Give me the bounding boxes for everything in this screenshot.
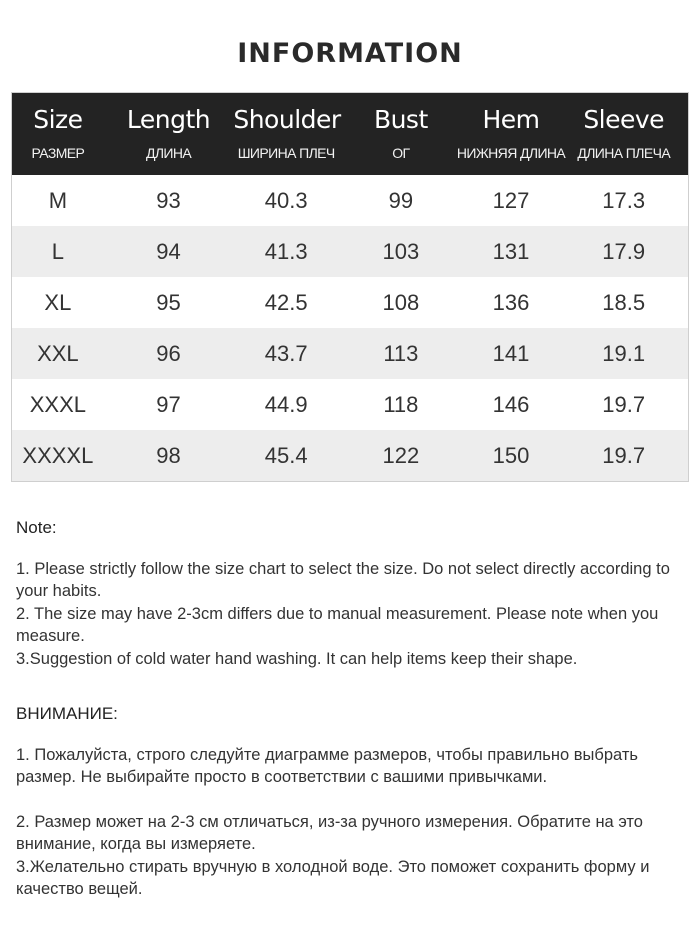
size-chart-table <box>11 92 689 482</box>
cell-size: L <box>51 238 64 264</box>
cell-hem: 150 <box>492 442 530 468</box>
table-row <box>12 379 688 430</box>
note-item: 3.Suggestion of cold water hand washing. It can help items keep their shape. <box>16 650 578 668</box>
cell-shoulder: 41.3 <box>264 238 308 264</box>
header-sublabel: ОГ <box>392 145 410 161</box>
table-row <box>12 328 688 379</box>
header-label: Sleeve <box>583 105 665 134</box>
cell-length: 98 <box>156 442 181 468</box>
cell-bust: 108 <box>382 289 420 315</box>
cell-length: 94 <box>156 238 181 264</box>
notice-item: 2. Размер может на 2-3 см отличаться, из-за ручного измерения. Обратите на это внимание, когда вы измеряете. <box>16 813 643 853</box>
cell-shoulder: 44.9 <box>264 391 308 417</box>
header-sublabel: РАЗМЕР <box>31 145 85 161</box>
cell-bust: 99 <box>388 187 414 213</box>
header-length <box>104 93 234 175</box>
notice-item: 3.Желательно стирать вручную в холодной воде. Это поможет сохранить форму и качество вещей. <box>16 858 650 898</box>
cell-bust: 103 <box>382 238 420 264</box>
header-label: Hem <box>482 105 540 134</box>
cell-sleeve: 17.9 <box>602 238 646 264</box>
header-shoulder <box>233 93 339 175</box>
cell-shoulder: 40.3 <box>264 187 308 213</box>
table-row <box>12 175 688 226</box>
cell-shoulder: 42.5 <box>264 289 308 315</box>
header-hem <box>456 93 566 175</box>
table-row <box>12 277 688 328</box>
page-title: INFORMATION <box>237 38 463 69</box>
cell-hem: 131 <box>492 238 530 264</box>
header-label: Bust <box>373 105 428 134</box>
table-row <box>12 226 688 277</box>
cell-size: M <box>48 187 68 213</box>
cell-hem: 141 <box>492 340 530 366</box>
header-sublabel: ДЛИНА ПЛЕЧА <box>577 145 671 161</box>
note-item: 2. The size may have 2-3cm differs due to manual measurement. Please note when you measure. <box>16 605 659 645</box>
header-label: Length <box>126 105 211 134</box>
note-item: 1. Please strictly follow the size chart to select the size. Do not select directly according to your habits. <box>16 560 670 600</box>
cell-size: XXXXL <box>22 442 94 468</box>
notice-heading: ВНИМАНИЕ: <box>16 704 118 723</box>
cell-length: 93 <box>156 187 181 213</box>
cell-size: XXXL <box>29 391 86 417</box>
cell-sleeve: 19.7 <box>602 391 646 417</box>
cell-length: 97 <box>156 391 181 417</box>
header-sublabel: ДЛИНА <box>145 145 192 161</box>
cell-sleeve: 19.1 <box>602 340 646 366</box>
cell-bust: 113 <box>383 340 419 366</box>
note-heading: Note: <box>16 518 57 537</box>
header-sleeve <box>559 93 688 175</box>
table-header <box>12 93 688 175</box>
header-sublabel: НИЖНЯЯ ДЛИНА <box>456 145 566 161</box>
header-label: Shoulder <box>233 105 341 134</box>
cell-size: XL <box>44 289 72 315</box>
cell-length: 96 <box>156 340 181 366</box>
cell-sleeve: 17.3 <box>602 187 646 213</box>
header-size <box>12 93 104 175</box>
cell-hem: 136 <box>492 289 530 315</box>
cell-size: XXL <box>37 340 79 366</box>
header-sublabel: ШИРИНА ПЛЕЧ <box>237 145 335 161</box>
cell-sleeve: 18.5 <box>602 289 646 315</box>
table-row <box>12 430 688 481</box>
cell-hem: 146 <box>492 391 530 417</box>
notice-item: 1. Пожалуйста, строго следуйте диаграмме размеров, чтобы правильно выбрать размер. Не выбирайте просто в соответствии с вашими привычками. <box>16 746 638 786</box>
cell-hem: 127 <box>492 187 530 213</box>
cell-shoulder: 43.7 <box>264 340 308 366</box>
header-bust <box>339 93 463 175</box>
cell-shoulder: 45.4 <box>264 442 308 468</box>
cell-sleeve: 19.7 <box>602 442 646 468</box>
cell-bust: 122 <box>382 442 420 468</box>
header-label: Size <box>33 105 83 134</box>
cell-length: 95 <box>156 289 181 315</box>
cell-bust: 118 <box>383 391 419 417</box>
